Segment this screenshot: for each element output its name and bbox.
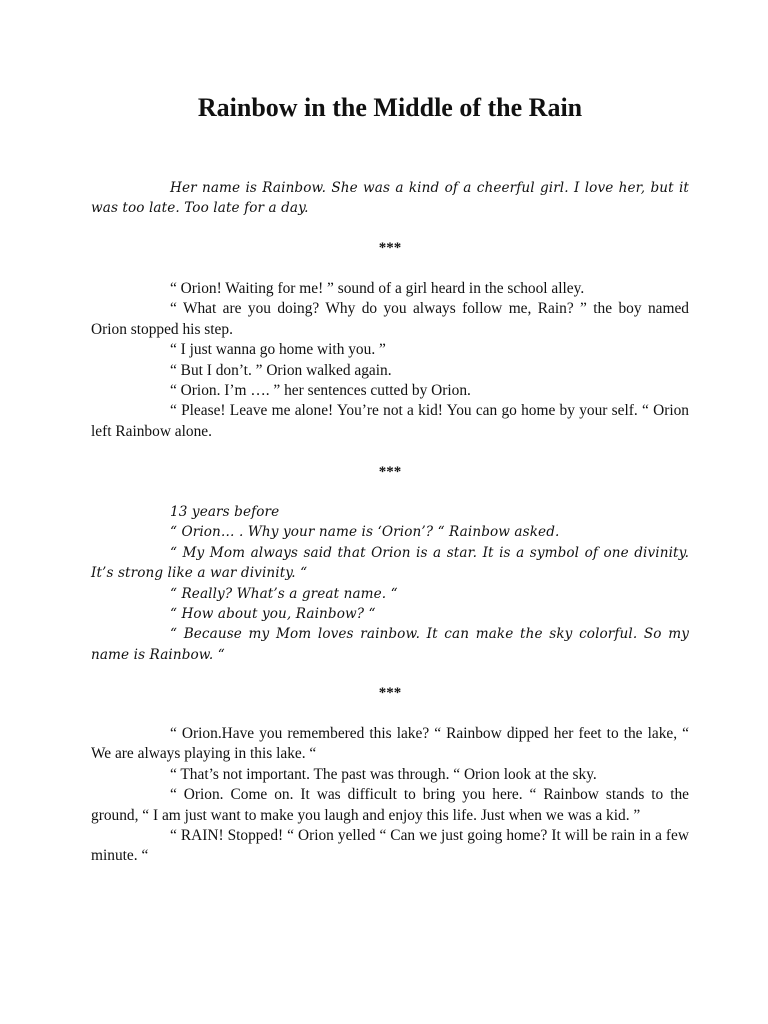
paragraph: “ Orion. Come on. It was difficult to bring you here. “ Rainbow stands to the ground, “ I am just want to make you laugh and enjoy this life. Just when we was a kid. ” — [91, 786, 689, 824]
paragraph: “ Please! Leave me alone! You’re not a kid! You can go home by your self. “ Orion left Rainbow alone. — [91, 402, 689, 440]
part-2-section — [91, 502, 689, 665]
part-3-section — [91, 724, 689, 867]
paragraph: “ Because my Mom loves rainbow. It can make the sky colorful. So my name is Rainbow. “ — [91, 626, 689, 663]
document-page — [91, 0, 689, 1024]
paragraph: 13 years before — [170, 504, 280, 520]
paragraph: “ Orion… . Why your name is ‘Orion’? “ Rainbow asked. — [170, 524, 560, 541]
section-divider: *** — [378, 240, 402, 256]
paragraph: “ Orion. I’m …. ” her sentences cutted by Orion. — [170, 382, 471, 400]
intro-section — [91, 178, 689, 219]
part-1-section — [91, 279, 689, 442]
paragraph: Her name is Rainbow. She was a kind of a cheerful girl. I love her, but it was too late. Too late for a day. — [91, 180, 689, 217]
section-divider: *** — [378, 685, 402, 701]
paragraph: “ But I don’t. ” Orion walked again. — [170, 361, 392, 379]
paragraph: “ How about you, Rainbow? “ — [170, 606, 376, 623]
paragraph: “ My Mom always said that Orion is a star. It is a symbol of one divinity. It’s strong like a war divinity. “ — [91, 544, 689, 582]
paragraph: “ Really? What’s a great name. “ — [170, 585, 398, 602]
paragraph: “ I just wanna go home with you. ” — [170, 341, 386, 359]
paragraph: “ That’s not important. The past was through. “ Orion look at the sky. — [170, 765, 597, 783]
document-title: Rainbow in the Middle of the Rain — [197, 93, 583, 122]
paragraph: “ RAIN! Stopped! “ Orion yelled “ Can we just going home? It will be rain in a few minute. “ — [91, 827, 689, 865]
paragraph: “ Orion! Waiting for me! ” sound of a girl heard in the school alley. — [170, 280, 585, 297]
section-divider: *** — [378, 464, 402, 480]
paragraph: “ What are you doing? Why do you always follow me, Rain? ” the boy named Orion stopped his step. — [91, 300, 689, 338]
paragraph: “ Orion.Have you remembered this lake? “ Rainbow dipped her feet to the lake, “ We are always playing in this lake. “ — [91, 725, 689, 763]
